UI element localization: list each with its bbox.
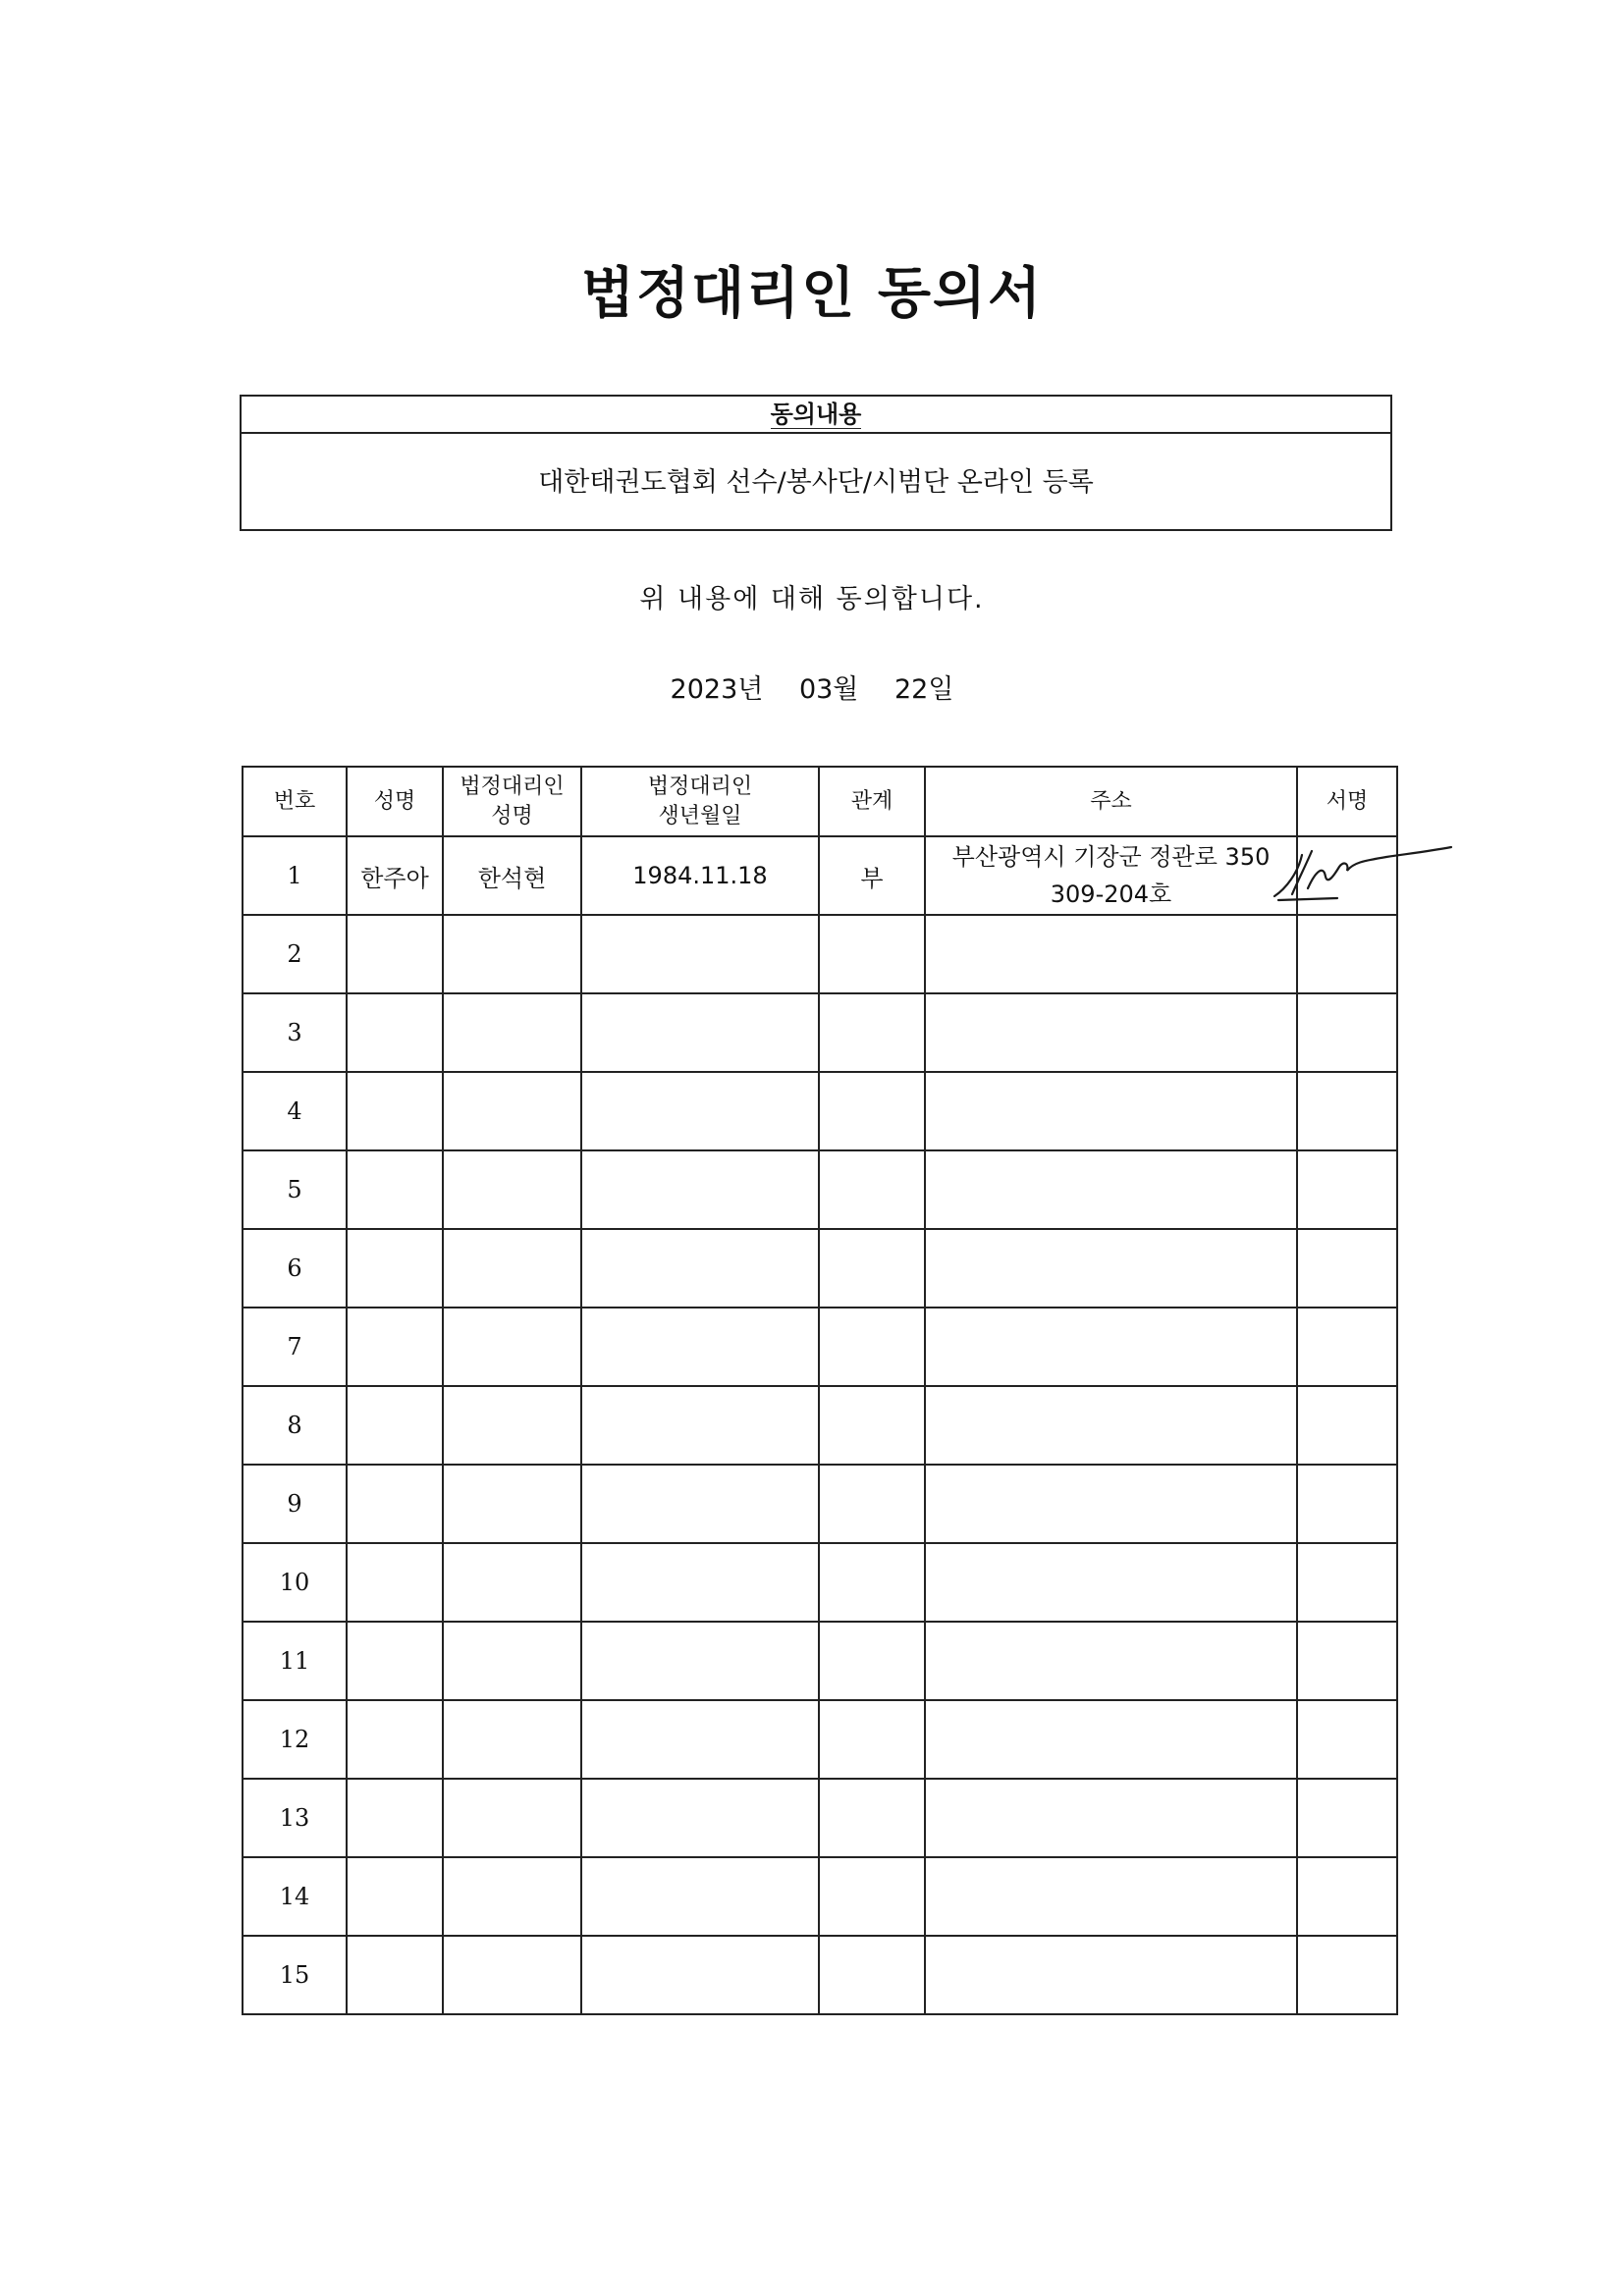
row-rep-birth: [581, 1622, 819, 1700]
row-name: [347, 915, 443, 993]
row-signature: [1297, 1779, 1397, 1857]
row-address: [925, 1543, 1297, 1622]
row-rep-name: [443, 915, 581, 993]
row-address: [925, 1308, 1297, 1386]
row-no: 1: [243, 836, 347, 915]
row-no: 7: [243, 1308, 347, 1386]
row-rep-birth: [581, 1308, 819, 1386]
row-rep-birth: [581, 1465, 819, 1543]
row-signature: [1297, 1857, 1397, 1936]
header-rep-name-line1: 법정대리인: [460, 774, 565, 799]
row-name: [347, 1936, 443, 2014]
table-row: [243, 993, 1397, 1072]
header-rep-name-line2: 성명: [491, 803, 533, 828]
header-rep-birth-line2: 생년월일: [658, 803, 742, 828]
table-row: [243, 1936, 1397, 2014]
row-relation: [819, 993, 925, 1072]
table-row: [243, 1150, 1397, 1229]
consent-header-row: [242, 397, 1390, 434]
row-rep-birth: [581, 1936, 819, 2014]
row-rep-name: [443, 1936, 581, 2014]
handwritten-signature: [1269, 841, 1455, 910]
row-rep-birth: [581, 1229, 819, 1308]
row-address: [925, 1229, 1297, 1308]
row-rep-name: [443, 1543, 581, 1622]
row-address: [925, 1857, 1297, 1936]
table-row: [243, 1386, 1397, 1465]
agreement-statement: 위 내용에 대해 동의합니다.: [639, 584, 985, 614]
row-relation: [819, 1779, 925, 1857]
row-name: [347, 1150, 443, 1229]
row-signature: [1297, 1543, 1397, 1622]
row-rep-name: [443, 1700, 581, 1779]
row-rep-birth: [581, 1857, 819, 1936]
table-row: [243, 1622, 1397, 1700]
row-signature: [1297, 836, 1397, 915]
header-name: 성명: [347, 767, 443, 836]
row-rep-birth: [581, 1072, 819, 1150]
row-no: 4: [243, 1072, 347, 1150]
row-address: [925, 1150, 1297, 1229]
row-no: 2: [243, 915, 347, 993]
row-address: [925, 1622, 1297, 1700]
document-title: 법정대리인 동의서: [580, 262, 1044, 326]
row-name: [347, 1072, 443, 1150]
row-name: [347, 1622, 443, 1700]
row-rep-birth: [581, 1543, 819, 1622]
guardian-table: [242, 766, 1398, 2015]
row-name: 한주아: [347, 836, 443, 915]
table-row: [243, 1308, 1397, 1386]
row-relation: [819, 1700, 925, 1779]
row-address: [925, 1936, 1297, 2014]
row-address-line1: 부산광역시 기장군 정관로 350: [951, 843, 1271, 871]
row-name: [347, 1543, 443, 1622]
row-no: 6: [243, 1229, 347, 1308]
row-name: [347, 1386, 443, 1465]
table-row: [243, 1779, 1397, 1857]
row-relation: [819, 1308, 925, 1386]
row-rep-name: [443, 1779, 581, 1857]
row-relation: [819, 915, 925, 993]
row-name: [347, 1465, 443, 1543]
row-no: 3: [243, 993, 347, 1072]
row-address: [925, 1779, 1297, 1857]
table-row: [243, 1857, 1397, 1936]
row-address-line2: 309-204호: [1050, 881, 1172, 908]
row-rep-birth: [581, 993, 819, 1072]
table-row: [243, 1072, 1397, 1150]
row-address: [925, 1700, 1297, 1779]
table-row: [243, 1543, 1397, 1622]
row-signature: [1297, 1308, 1397, 1386]
table-row: [243, 1229, 1397, 1308]
row-signature: [1297, 993, 1397, 1072]
row-address: [925, 836, 1297, 915]
row-relation: [819, 1543, 925, 1622]
row-signature: [1297, 1936, 1397, 2014]
row-rep-name: [443, 1622, 581, 1700]
header-relation: 관계: [819, 767, 925, 836]
row-rep-name: [443, 1308, 581, 1386]
row-relation: [819, 1465, 925, 1543]
row-relation: [819, 1857, 925, 1936]
row-name: [347, 1779, 443, 1857]
row-no: 11: [243, 1622, 347, 1700]
row-name: [347, 1700, 443, 1779]
row-rep-birth: [581, 915, 819, 993]
date-year: 2023년: [670, 674, 764, 705]
row-name: [347, 1229, 443, 1308]
row-rep-name: [443, 1857, 581, 1936]
date-month: 03월: [798, 674, 859, 705]
row-signature: [1297, 1622, 1397, 1700]
row-rep-name: [443, 1229, 581, 1308]
row-relation: [819, 1150, 925, 1229]
table-row: [243, 1700, 1397, 1779]
row-relation: [819, 1386, 925, 1465]
header-address: 주소: [925, 767, 1297, 836]
row-relation: [819, 1622, 925, 1700]
row-relation: [819, 1229, 925, 1308]
row-signature: [1297, 915, 1397, 993]
row-rep-name: [443, 1386, 581, 1465]
row-rep-name: [443, 1465, 581, 1543]
row-rep-birth: 1984.11.18: [581, 836, 819, 915]
row-address: [925, 1072, 1297, 1150]
row-rep-name: [443, 993, 581, 1072]
row-address: [925, 915, 1297, 993]
row-rep-name: [443, 1072, 581, 1150]
consent-header: 동의내용: [770, 400, 862, 428]
row-no: 9: [243, 1465, 347, 1543]
row-signature: [1297, 1072, 1397, 1150]
table-row: [243, 1465, 1397, 1543]
row-rep-name: 한석현: [443, 836, 581, 915]
consent-content: 대한태권도협회 선수/봉사단/시범단 온라인 등록: [538, 467, 1094, 498]
row-address: [925, 993, 1297, 1072]
row-no: 12: [243, 1700, 347, 1779]
header-signature: 서명: [1297, 767, 1397, 836]
consent-box: [240, 395, 1392, 531]
row-rep-birth: [581, 1150, 819, 1229]
row-relation: 부: [819, 836, 925, 915]
row-name: [347, 993, 443, 1072]
row-relation: [819, 1936, 925, 2014]
row-signature: [1297, 1386, 1397, 1465]
row-no: 8: [243, 1386, 347, 1465]
table-header-row: [243, 767, 1397, 836]
row-signature: [1297, 1700, 1397, 1779]
row-address: [925, 1386, 1297, 1465]
header-rep-name: [443, 767, 581, 836]
row-rep-birth: [581, 1779, 819, 1857]
consent-date: [0, 667, 1624, 706]
table-row: [243, 915, 1397, 993]
row-name: [347, 1308, 443, 1386]
row-no: 15: [243, 1936, 347, 2014]
row-rep-name: [443, 1150, 581, 1229]
date-day: 22일: [893, 674, 954, 705]
row-signature: [1297, 1150, 1397, 1229]
row-no: 14: [243, 1857, 347, 1936]
row-signature: [1297, 1229, 1397, 1308]
row-relation: [819, 1072, 925, 1150]
header-rep-birth: [581, 767, 819, 836]
header-no: 번호: [243, 767, 347, 836]
row-signature: [1297, 1465, 1397, 1543]
row-rep-birth: [581, 1386, 819, 1465]
row-address: [925, 1465, 1297, 1543]
table-row: [243, 836, 1397, 915]
row-name: [347, 1857, 443, 1936]
row-no: 10: [243, 1543, 347, 1622]
row-no: 13: [243, 1779, 347, 1857]
header-rep-birth-line1: 법정대리인: [647, 774, 753, 799]
row-rep-birth: [581, 1700, 819, 1779]
row-no: 5: [243, 1150, 347, 1229]
